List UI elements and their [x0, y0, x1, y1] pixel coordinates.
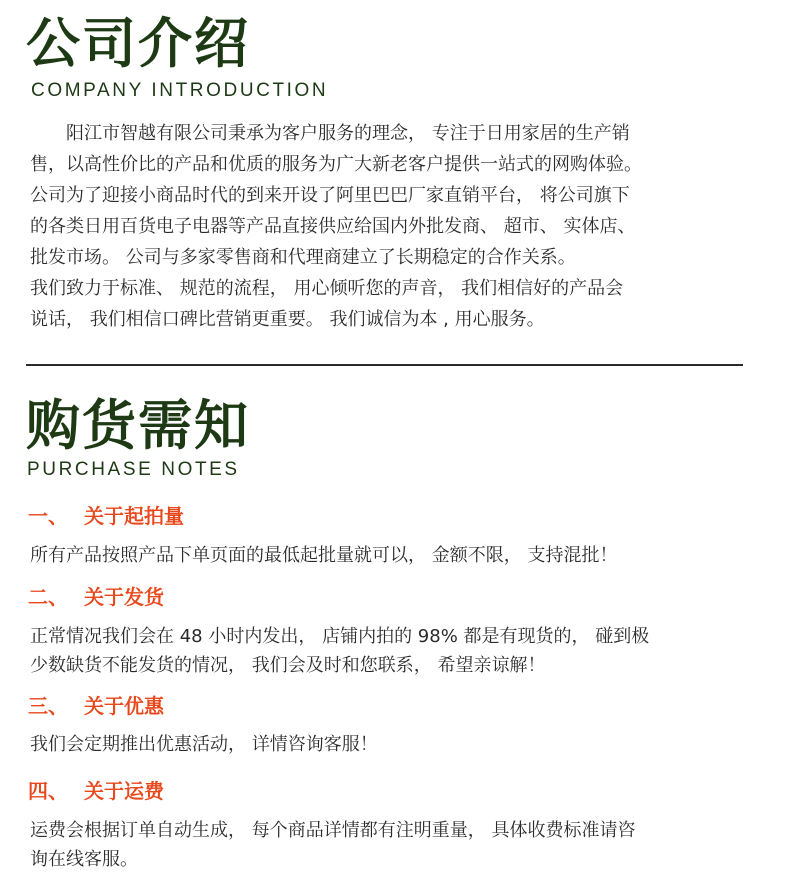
note-body-min-order: [30, 541, 770, 570]
intro-line: 的各类日用百货电子电器等产品直接供应给国内外批发商、 超市、 实体店、: [30, 216, 636, 237]
company-title: 公司介绍: [26, 12, 250, 75]
note-line: 少数缺货不能发货的情况， 我们会及时和您联系， 希望亲谅解！: [30, 655, 546, 676]
purchase-subtitle: PURCHASE NOTES: [27, 459, 240, 480]
company-subtitle: COMPANY INTRODUCTION: [31, 80, 329, 101]
intro-line: 公司为了迎接小商品时代的到来开设了阿里巴巴厂家直销平台， 将公司旗下: [30, 185, 630, 206]
note-number: 三、: [28, 694, 68, 718]
note-line: 运费会根据订单自动生成， 每个商品详情都有注明重量， 具体收费标准请咨: [30, 820, 636, 841]
note-body-shipping: [30, 622, 770, 680]
note-heading-label: 关于起拍量: [84, 504, 184, 528]
intro-line: 说话， 我们相信口碑比营销更重要。 我们诚信为本 , 用心服务。: [30, 309, 545, 330]
note-body-freight: [30, 816, 770, 874]
note-line: 所有产品按照产品下单页面的最低起批量就可以， 金额不限， 支持混批！: [30, 545, 618, 566]
note-heading-label: 关于发货: [84, 585, 164, 609]
note-line: 我们会定期推出优惠活动， 详情咨询客服！: [30, 734, 378, 755]
intro-line: 售，以高性价比的产品和优质的服务为广大新老客户提供一站式的网购体验。: [30, 154, 642, 175]
note-body-discounts: [30, 730, 770, 759]
company-intro-text: [30, 118, 750, 335]
note-number: 二、: [28, 585, 68, 609]
note-line: 正常情况我们会在 48 小时内发出， 店铺内拍的 98% 都是有现货的， 碰到极: [30, 626, 650, 647]
intro-line: 阳江市智越有限公司秉承为客户服务的理念， 专注于日用家居的生产销: [30, 123, 630, 144]
intro-line: 我们致力于标准、 规范的流程， 用心倾听您的声音， 我们相信好的产品会: [30, 278, 624, 299]
note-line: 询在线客服。: [30, 849, 138, 870]
note-heading-shipping: [28, 584, 164, 610]
note-heading-freight: [28, 778, 164, 804]
note-heading-min-order: [28, 503, 184, 529]
section-divider: [26, 364, 743, 366]
note-heading-label: 关于运费: [84, 779, 164, 803]
note-heading-discounts: [28, 693, 164, 719]
note-number: 一、: [28, 504, 68, 528]
purchase-title: 购货需知: [26, 394, 250, 457]
intro-line: 批发市场。 公司与多家零售商和代理商建立了长期稳定的合作关系。: [30, 247, 576, 268]
note-number: 四、: [28, 779, 68, 803]
note-heading-label: 关于优惠: [84, 694, 164, 718]
